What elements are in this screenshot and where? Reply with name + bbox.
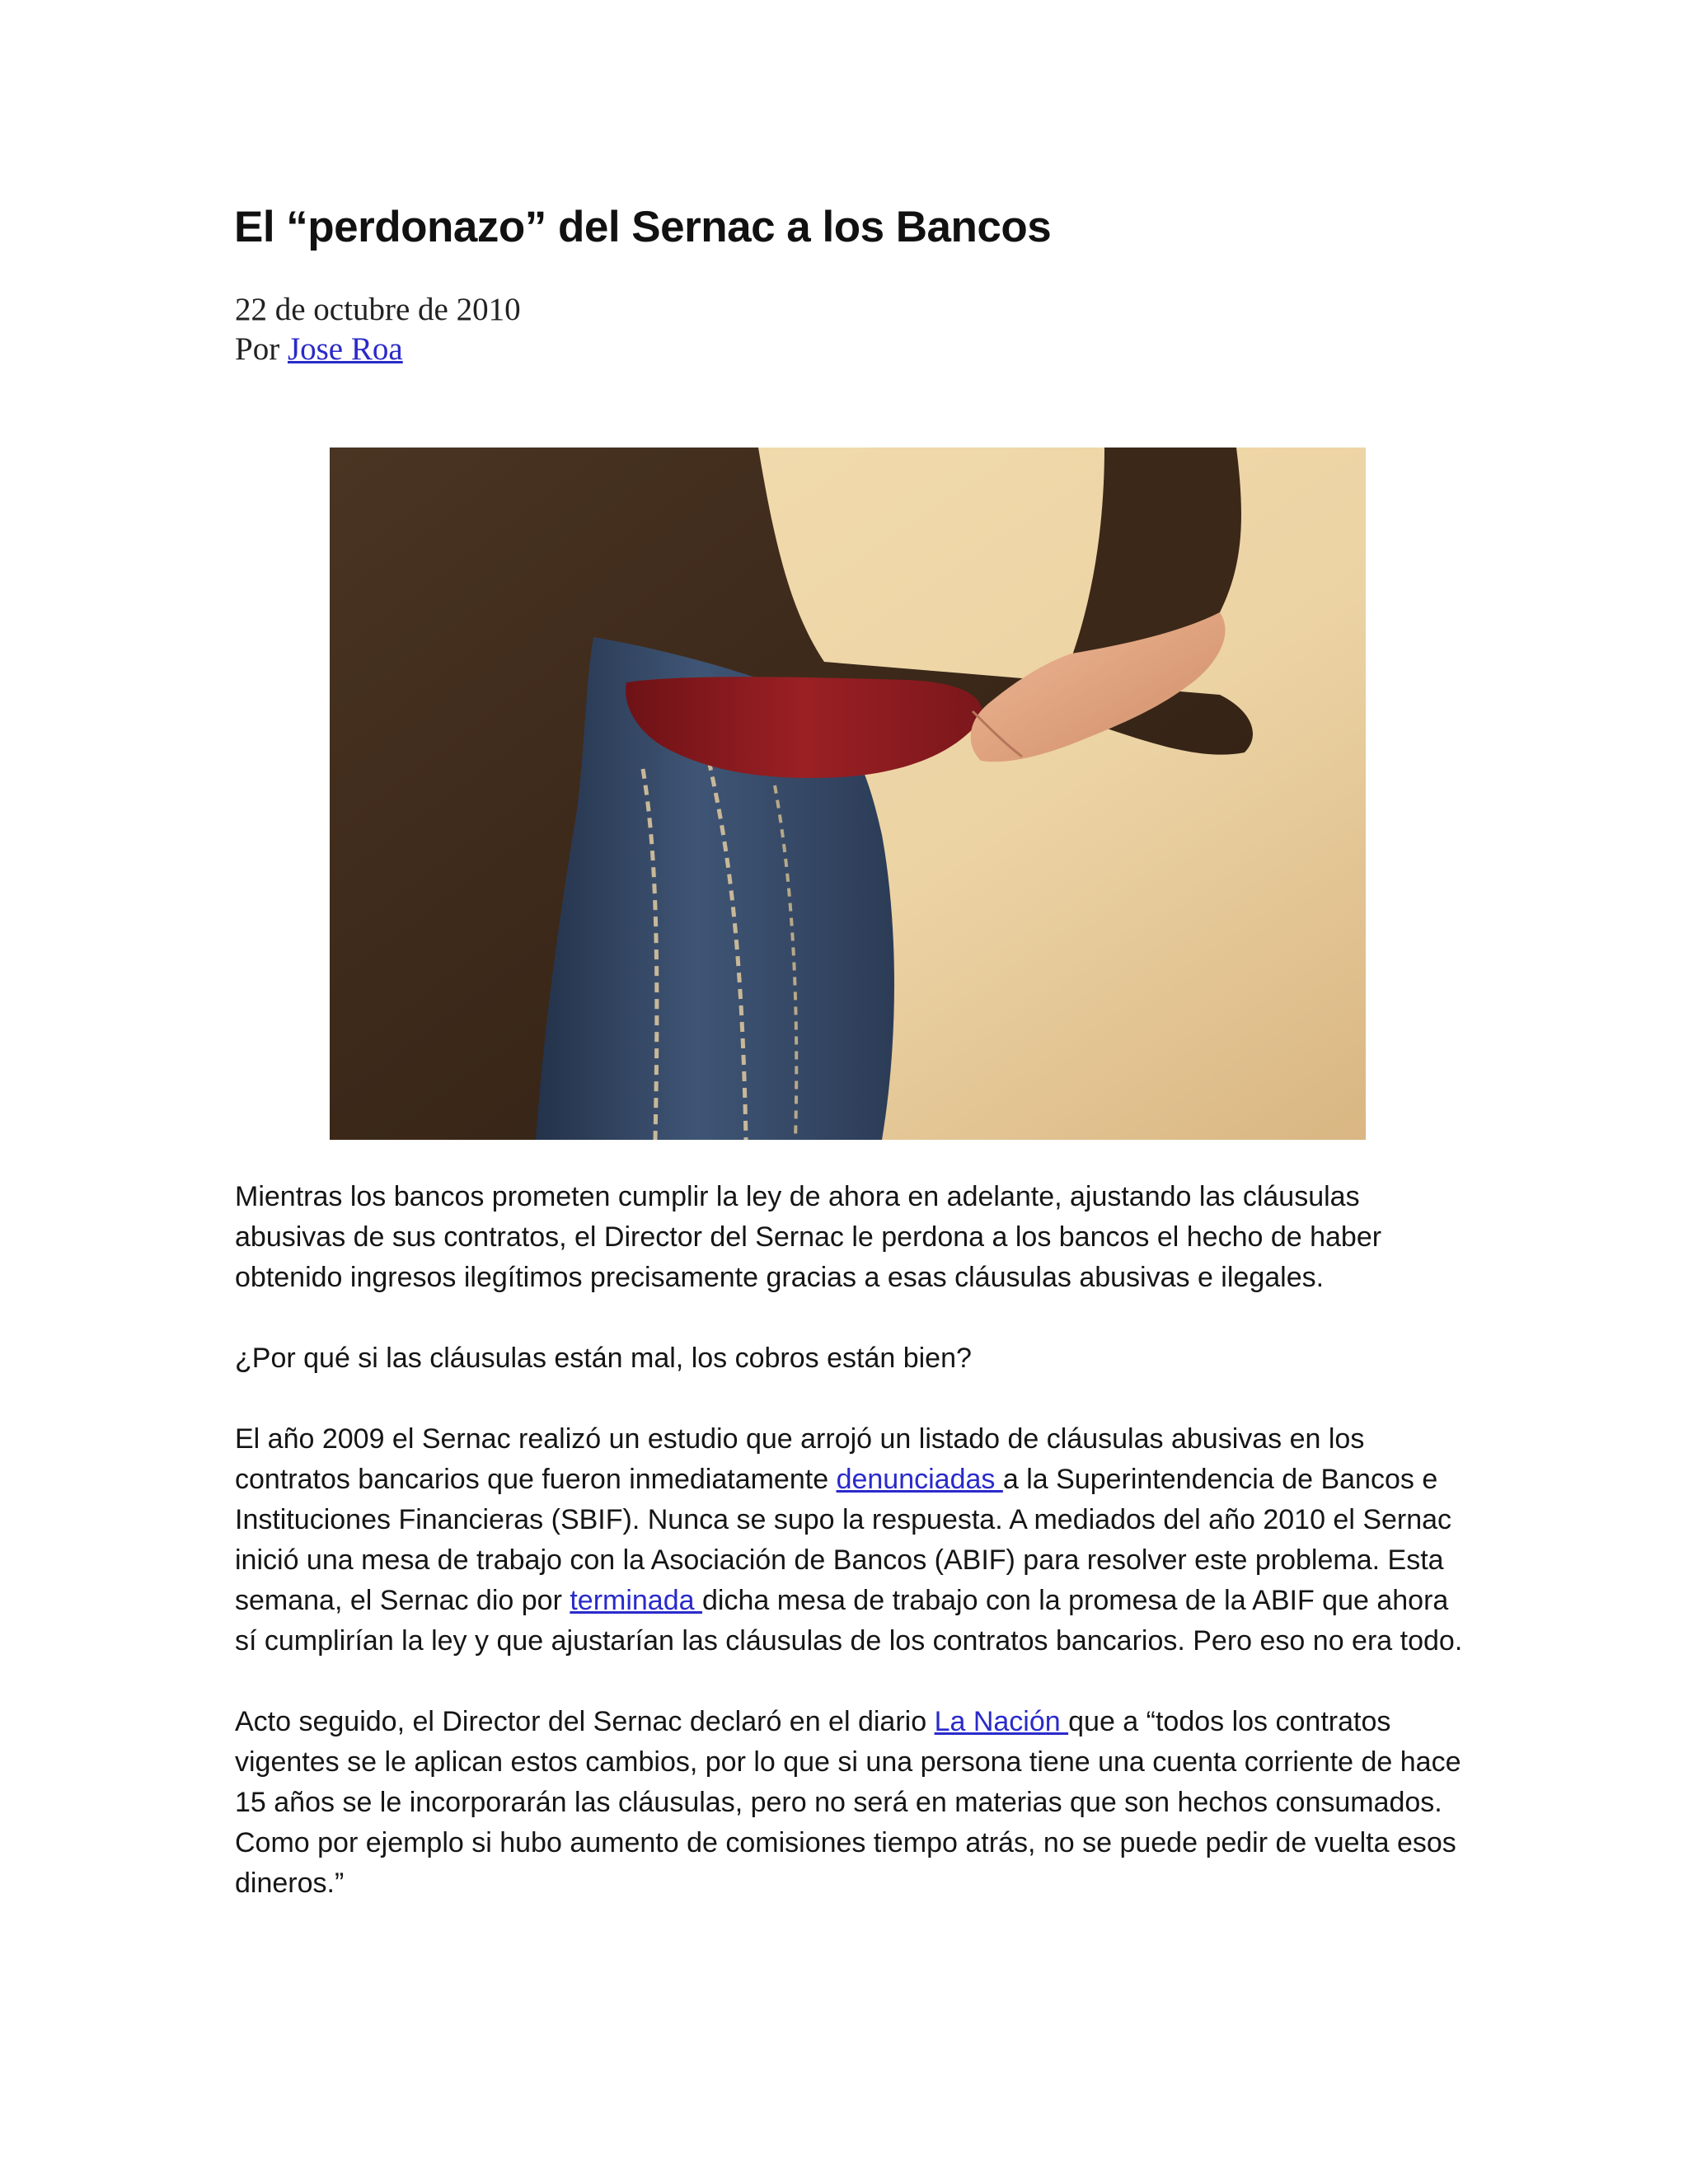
paragraph-3-text: El año 2009 el Sernac realizó un estudio que arrojó un listado de cláusulas abusivas en los contratos bancarios que fueron inmediatamente [235, 1423, 1365, 1495]
paragraph-1: Mientras los bancos prometen cumplir la ley de ahora en adelante, ajustando las cláusulas abusivas de sus contratos, el Director del Sernac le perdona a los bancos el hecho de haber obtenido ingresos ilegítimos precisamente gracias a esas cláusulas abusivas e ilegales. [235, 1181, 1382, 1293]
paragraph-4-text: Acto seguido, el Director del Sernac declaró en el diario [235, 1706, 935, 1737]
paragraph-3-text: dicha mesa de trabajo con la promesa de la ABIF que ahora sí cumplirían la ley y que ajustarían las cláusulas de los contratos bancarios. Pero eso no era todo. [235, 1585, 1463, 1657]
paragraph-4-text: que a “todos los contratos vigentes se le aplican estos cambios, por lo que si una persona tiene una cuenta corriente de hace 15 años se le incorporarán las cláusulas, pero no será en materias que son hechos consumados. Como por ejemplo si hubo aumento de comisiones tiempo atrás, no se puede pedir de vuelta esos dineros.” [235, 1706, 1461, 1899]
article-title: El “perdonazo” del Sernac a los Bancos [234, 203, 1052, 251]
byline [235, 330, 521, 369]
paragraph-3-text: a la Superintendencia de Bancos e Instituciones Financieras (SBIF). Nunca se supo la respuesta. A mediados del año 2010 el Sernac inició una mesa de trabajo con la Asociación de Bancos (ABIF) para resolver este problema. Esta semana, el Sernac dio por [235, 1464, 1452, 1616]
la-nacion-link[interactable]: La Nación [934, 1706, 1069, 1737]
article-date: 22 de octubre de 2010 [235, 292, 521, 327]
paragraph-4 [235, 1702, 1471, 1904]
denunciadas-link[interactable]: denunciadas [836, 1464, 1003, 1495]
paragraph-3 [235, 1419, 1471, 1661]
author-link[interactable]: Jose Roa [287, 331, 403, 367]
byline-prefix: Por [235, 331, 288, 367]
paragraph-2: ¿Por qué si las cláusulas están mal, los cobros están bien? [235, 1343, 972, 1374]
terminada-link[interactable]: terminada [570, 1585, 702, 1616]
article-body [235, 1177, 1471, 1944]
article-meta [235, 290, 521, 369]
article-photo [330, 448, 1366, 1140]
